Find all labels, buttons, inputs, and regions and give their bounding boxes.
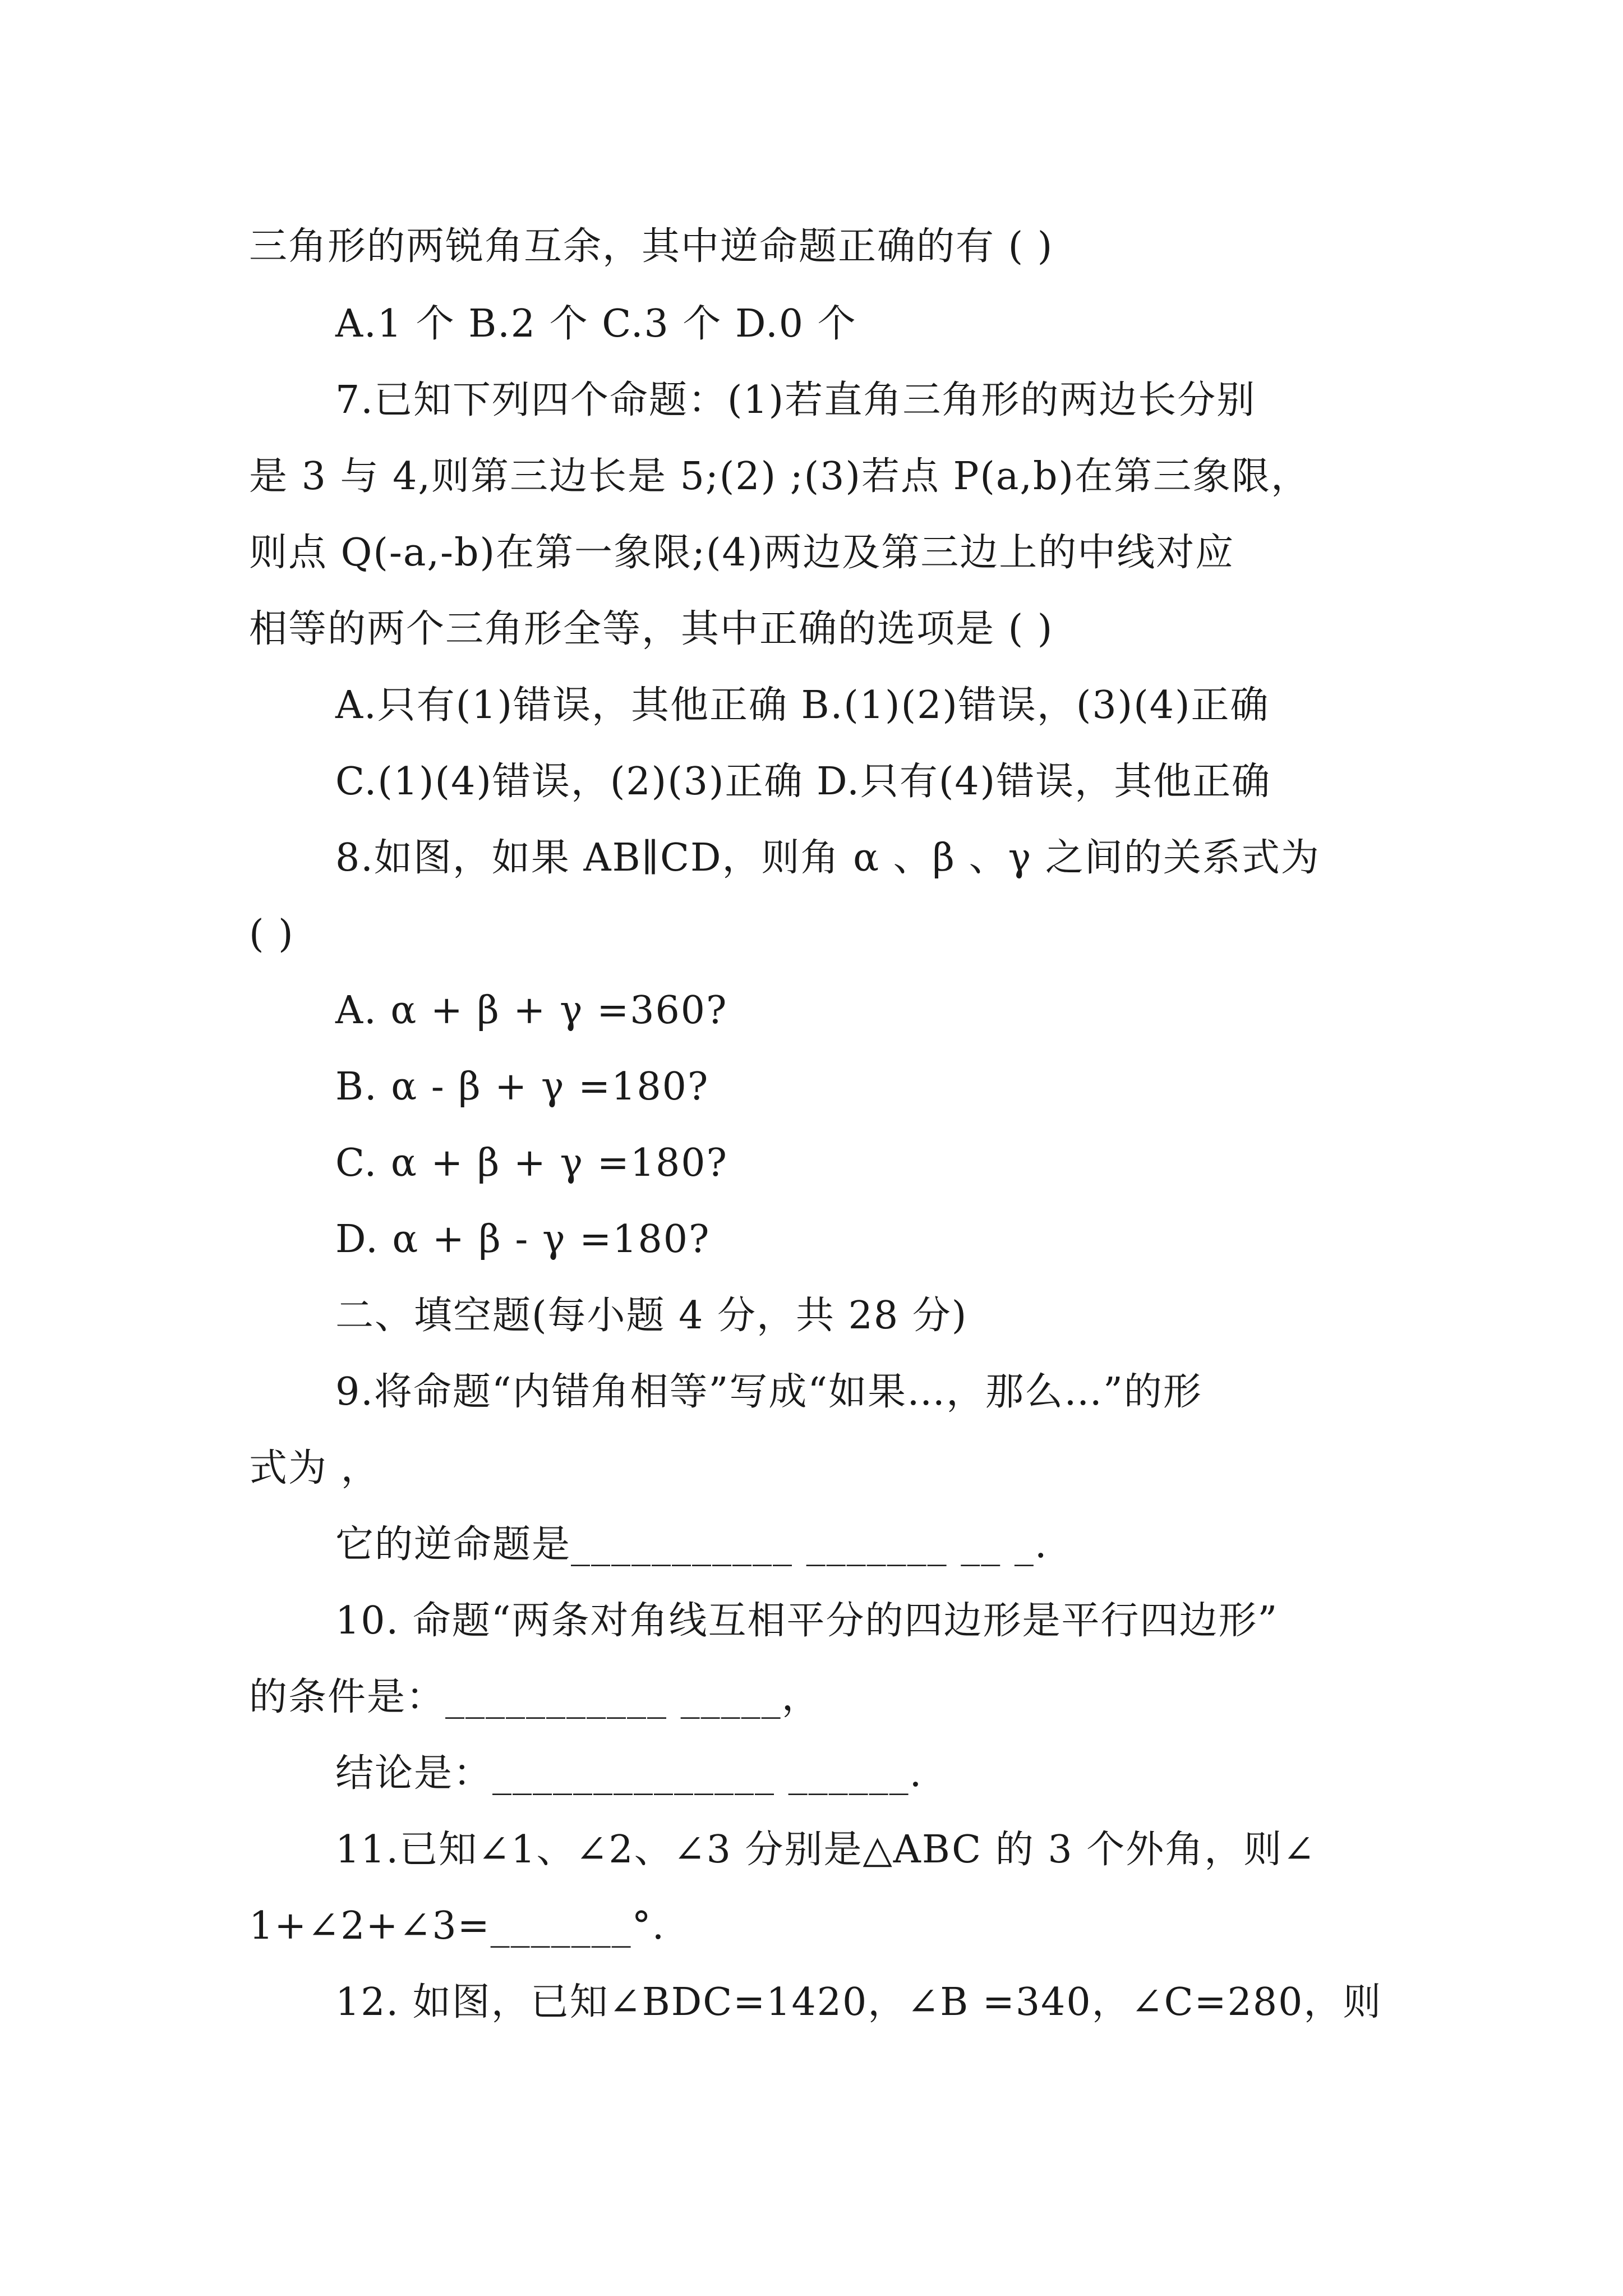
text-line: A.1 个 B.2 个 C.3 个 D.0 个 (335, 302, 857, 346)
text-line: C.(1)(4)错误，(2)(3)正确 D.只有(4)错误，其他正确 (335, 760, 1271, 804)
text-line: 的条件是：___________ _____， (249, 1675, 821, 1719)
text-line: 10. 命题“两条对角线互相平分的四边形是平行四边形” (335, 1599, 1279, 1643)
text-line: B. α - β + γ =180? (335, 1065, 709, 1109)
text-line: 11.已知∠1、∠2、∠3 分别是△ABC 的 3 个外角，则∠ (335, 1828, 1316, 1872)
text-line: 8.如图，如果 AB∥CD，则角 α 、β 、γ 之间的关系式为 (335, 836, 1320, 880)
text-line: 则点 Q(-a,-b)在第一象限;(4)两边及第三边上的中线对应 (249, 531, 1235, 575)
text-line: 是 3 与 4,则第三边长是 5;(2) ;(3)若点 P(a,b)在第三象限， (249, 454, 1311, 499)
text-line: 结论是：______________ ______. (335, 1751, 923, 1796)
text-line: 三角形的两锐角互余，其中逆命题正确的有 ( ) (249, 224, 1054, 269)
text-line: 1+∠2+∠3=_______°. (249, 1904, 666, 1948)
text-line: 二、填空题(每小题 4 分，共 28 分) (335, 1294, 968, 1338)
text-line: D. α + β - γ =180? (335, 1217, 711, 1262)
text-line: C. α + β + γ =180? (335, 1141, 728, 1185)
text-line: 12. 如图，已知∠BDC=1420，∠B =340，∠C=280，则 (335, 1980, 1382, 2024)
text-line: ( ) (249, 912, 294, 956)
text-line: 7.已知下列四个命题：(1)若直角三角形的两边长分别 (335, 378, 1256, 422)
text-line: 它的逆命题是___________ _______ __ _. (335, 1522, 1048, 1567)
text-line: A. α + β + γ =360? (335, 988, 728, 1033)
text-line: 式为 ， (249, 1446, 380, 1490)
text-line: A.只有(1)错误，其他正确 B.(1)(2)错误，(3)(4)正确 (335, 683, 1270, 728)
text-line: 9.将命题“内错角相等”写成“如果…，那么…”的形 (335, 1370, 1202, 1414)
text-line: 相等的两个三角形全等，其中正确的选项是 ( ) (249, 607, 1054, 651)
